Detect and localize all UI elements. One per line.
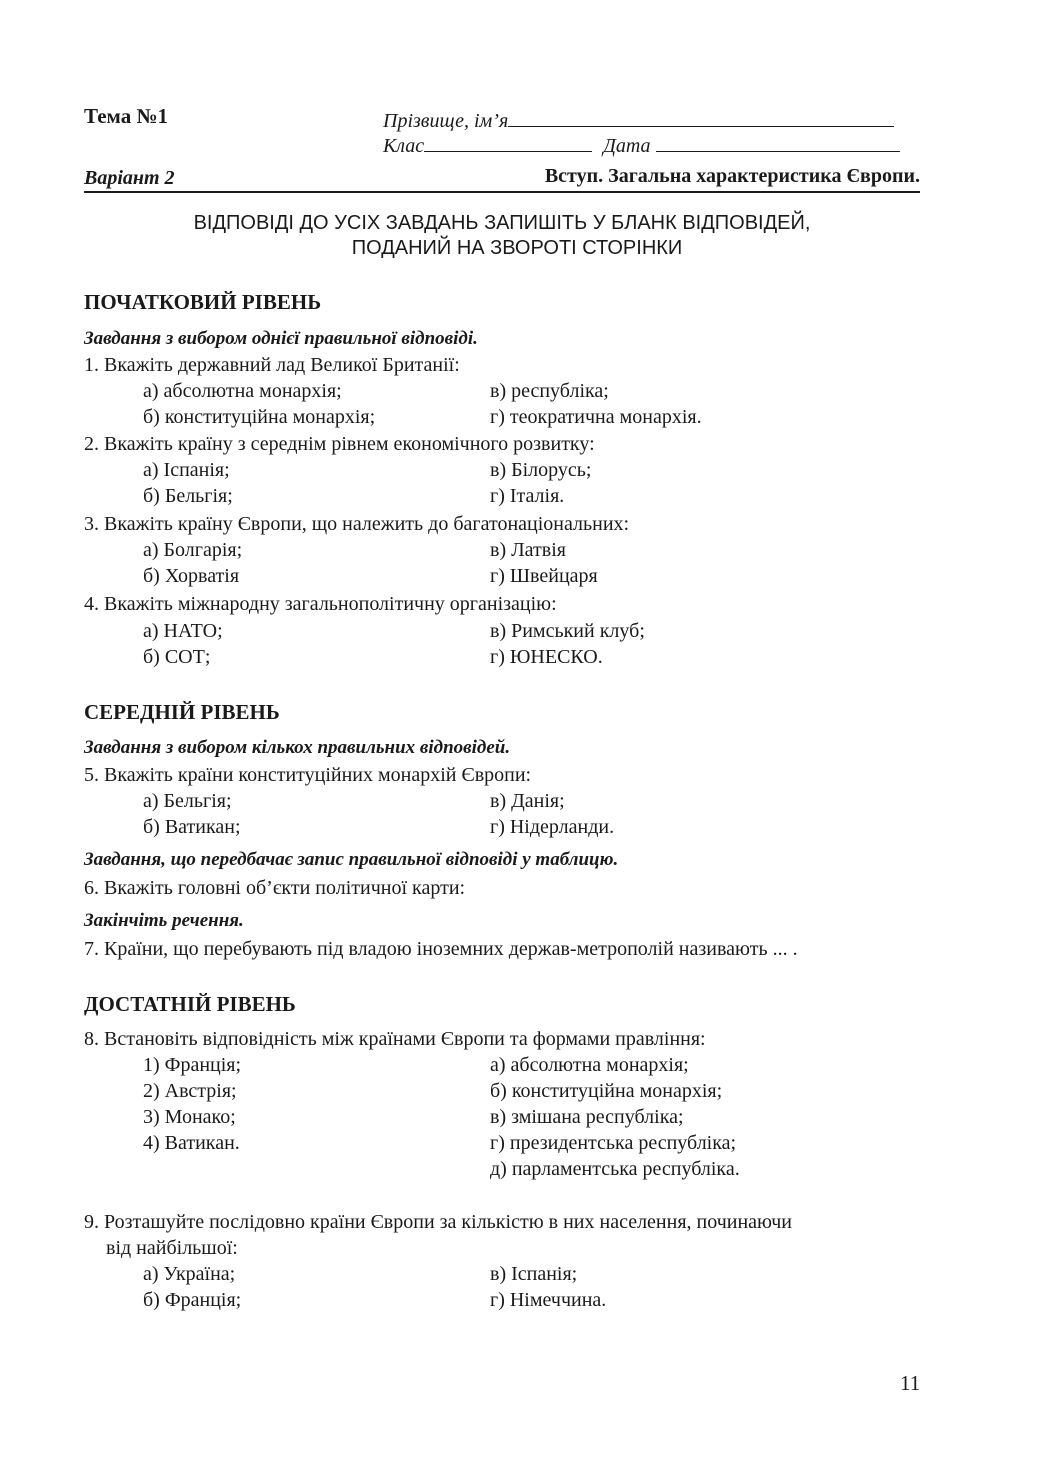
q2-option-d: г) Італія. bbox=[490, 485, 565, 507]
q8-right-item: г) президентська республіка; bbox=[490, 1132, 737, 1154]
name-blank-line[interactable] bbox=[508, 106, 894, 127]
q2-option-c: в) Білорусь; bbox=[490, 459, 592, 481]
q8-left-item: 2) Австрія; bbox=[143, 1080, 237, 1102]
q9-option-a: а) Україна; bbox=[143, 1263, 236, 1285]
q9-option-b: б) Франція; bbox=[143, 1289, 242, 1311]
q8-left-item: 1) Франція; bbox=[143, 1054, 242, 1076]
class-label-text: Клас bbox=[383, 135, 425, 157]
q1-option-c: в) республіка; bbox=[490, 380, 609, 402]
level2-subtitle-table: Завдання, що передбачає запис правильної відповіді у таблицю. bbox=[84, 849, 619, 870]
q5-option-a: а) Бельгія; bbox=[143, 790, 232, 812]
class-date-field bbox=[383, 131, 900, 158]
q7-text: 7. Країни, що перебувають під владою іноземних держав-метрополій називають ... . bbox=[84, 938, 798, 960]
q1-option-d: г) теократична монархія. bbox=[490, 406, 702, 428]
q8-right-item: б) конституційна монархія; bbox=[490, 1080, 723, 1102]
header-divider bbox=[84, 191, 920, 193]
q9-text-line-1: 9. Розташуйте послідовно країни Європи за кількістю в них населення, починаючи bbox=[84, 1211, 792, 1233]
q2-text: 2. Вкажіть країну з середнім рівнем економічного розвитку: bbox=[84, 433, 595, 455]
instruction-line-2: ПОДАНИЙ НА ЗВОРОТІ СТОРІНКИ bbox=[351, 237, 683, 259]
level1-subtitle: Завдання з вибором однієї правильної відповіді. bbox=[84, 328, 478, 349]
q9-option-d: г) Німеччина. bbox=[490, 1289, 607, 1311]
variant-label: Варіант 2 bbox=[84, 167, 175, 189]
date-label-text: Дата bbox=[603, 135, 651, 157]
level2-subtitle-multiple: Завдання з вибором кількох правильних відповідей. bbox=[84, 737, 511, 758]
q4-option-d: г) ЮНЕСКО. bbox=[490, 646, 603, 668]
q1-option-b: б) конституційна монархія; bbox=[143, 406, 376, 428]
q5-text: 5. Вкажіть країни конституційних монархій Європи: bbox=[84, 764, 532, 786]
q1-text: 1. Вкажіть державний лад Великої Британії: bbox=[84, 354, 460, 376]
date-blank-line[interactable] bbox=[656, 131, 900, 152]
q5-option-d: г) Нідерланди. bbox=[490, 816, 615, 838]
q9-text-line-2: від найбільшої: bbox=[106, 1237, 238, 1259]
level1-title: ПОЧАТКОВИЙ РІВЕНЬ bbox=[84, 290, 322, 314]
q8-right-item: д) парламентська республіка. bbox=[490, 1158, 740, 1180]
q8-right-item: в) змішана республіка; bbox=[490, 1106, 684, 1128]
page-number: 11 bbox=[900, 1371, 921, 1395]
name-label-text: Прізвище, ім’я bbox=[383, 110, 509, 132]
level2-subtitle-complete: Закінчіть речення. bbox=[84, 910, 244, 931]
q8-left-item: 4) Ватикан. bbox=[143, 1132, 240, 1154]
q8-text: 8. Встановіть відповідність між країнами Європи та формами правління: bbox=[84, 1028, 706, 1050]
q6-text: 6. Вкажіть головні об’єкти політичної карти: bbox=[84, 877, 466, 899]
q9-option-c: в) Іспанія; bbox=[490, 1263, 578, 1285]
class-blank-line[interactable] bbox=[424, 131, 592, 152]
q3-text: 3. Вкажіть країну Європи, що належить до багатонаціональних: bbox=[84, 513, 630, 535]
q3-option-d: г) Швейцаря bbox=[490, 565, 598, 587]
name-field-label bbox=[383, 106, 894, 133]
level2-title: СЕРЕДНІЙ РІВЕНЬ bbox=[84, 700, 280, 724]
instruction-line-1: ВІДПОВІДІ ДО УСІХ ЗАВДАНЬ ЗАПИШІТЬ У БЛАНК ВІДПОВІДЕЙ, bbox=[193, 212, 811, 234]
q3-option-b: б) Хорватія bbox=[143, 565, 240, 587]
q5-option-c: в) Данія; bbox=[490, 790, 565, 812]
q8-right-item: а) абсолютна монархія; bbox=[490, 1054, 689, 1076]
q3-option-a: а) Болгарія; bbox=[143, 539, 243, 561]
level3-title: ДОСТАТНІЙ РІВЕНЬ bbox=[84, 992, 296, 1016]
q8-left-item: 3) Монако; bbox=[143, 1106, 236, 1128]
q1-option-a: а) абсолютна монархія; bbox=[143, 380, 342, 402]
topic-label: Тема №1 bbox=[84, 104, 169, 128]
q4-option-c: в) Римський клуб; bbox=[490, 620, 645, 642]
q3-option-c: в) Латвія bbox=[490, 539, 566, 561]
q5-option-b: б) Ватикан; bbox=[143, 816, 241, 838]
q4-option-a: а) НАТО; bbox=[143, 620, 223, 642]
q4-option-b: б) СОТ; bbox=[143, 646, 211, 668]
q2-option-a: а) Іспанія; bbox=[143, 459, 230, 481]
q4-text: 4. Вкажіть міжнародну загальнополітичну організацію: bbox=[84, 593, 557, 615]
q2-option-b: б) Бельгія; bbox=[143, 485, 233, 507]
page-title: Вступ. Загальна характеристика Європи. bbox=[544, 165, 920, 187]
